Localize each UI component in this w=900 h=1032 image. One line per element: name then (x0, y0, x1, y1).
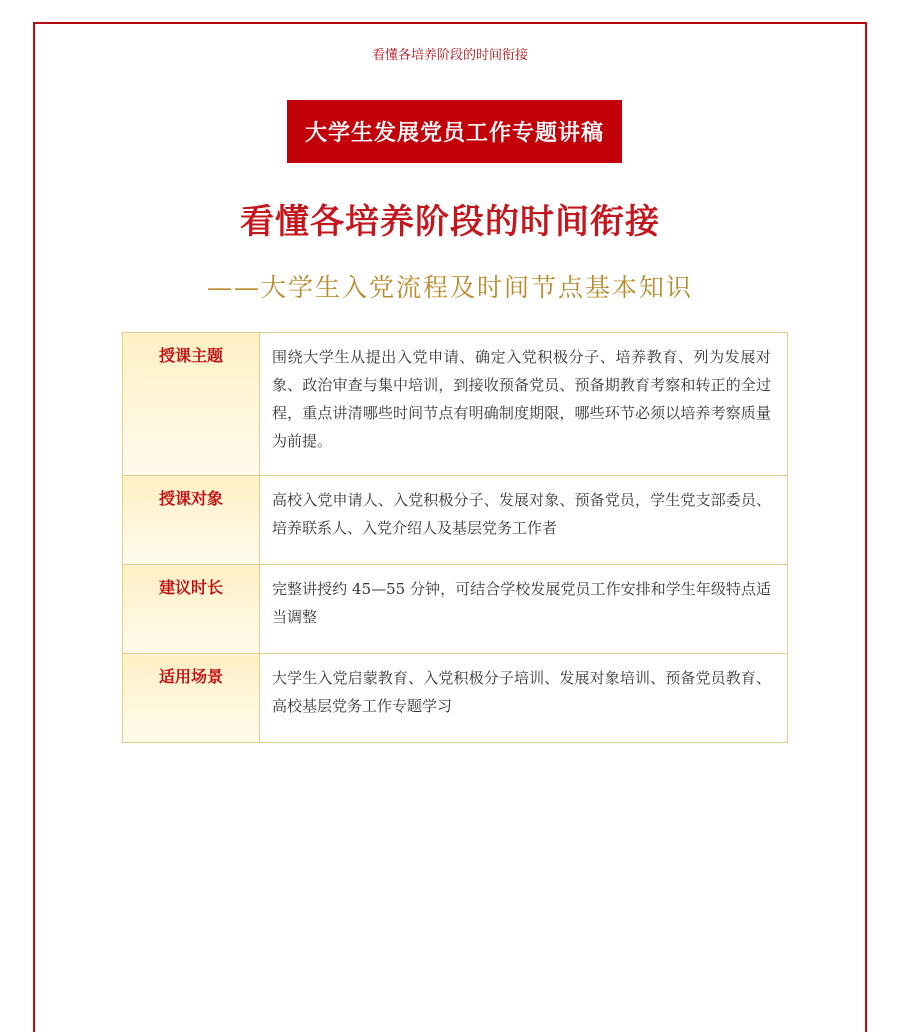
table-row (123, 476, 788, 565)
row-label: 适用场景 (123, 654, 260, 743)
running-header: 看懂各培养阶段的时间衔接 (371, 48, 528, 63)
table-row (123, 565, 788, 654)
banner-text: 大学生发展党员工作专题讲稿 (304, 121, 604, 146)
table-row (123, 654, 788, 743)
info-table (122, 332, 788, 743)
row-value: 围绕大学生从提出入党申请、确定入党积极分子、培养教育、列为发展对象、政治审查与集中培训，到接收预备党员、预备期教育考察和转正的全过程，重点讲清哪些时间节点有明确制度期限，哪些环节必须以培养考察质量为前提。 (260, 333, 788, 476)
row-value: 高校入党申请人、入党积极分子、发展对象、预备党员，学生党支部委员、培养联系人、入党介绍人及基层党务工作者 (260, 476, 788, 565)
page-title: 看懂各培养阶段的时间衔接 (240, 202, 660, 242)
page-subtitle: ——大学生入党流程及时间节点基本知识 (206, 273, 693, 302)
row-label: 建议时长 (123, 565, 260, 654)
banner (287, 100, 622, 163)
row-value: 大学生入党启蒙教育、入党积极分子培训、发展对象培训、预备党员教育、高校基层党务工作专题学习 (260, 654, 788, 743)
row-label: 授课对象 (123, 476, 260, 565)
row-value: 完整讲授约 45—55 分钟，可结合学校发展党员工作安排和学生年级特点适当调整 (260, 565, 788, 654)
row-label: 授课主题 (123, 333, 260, 476)
table-row (123, 333, 788, 476)
